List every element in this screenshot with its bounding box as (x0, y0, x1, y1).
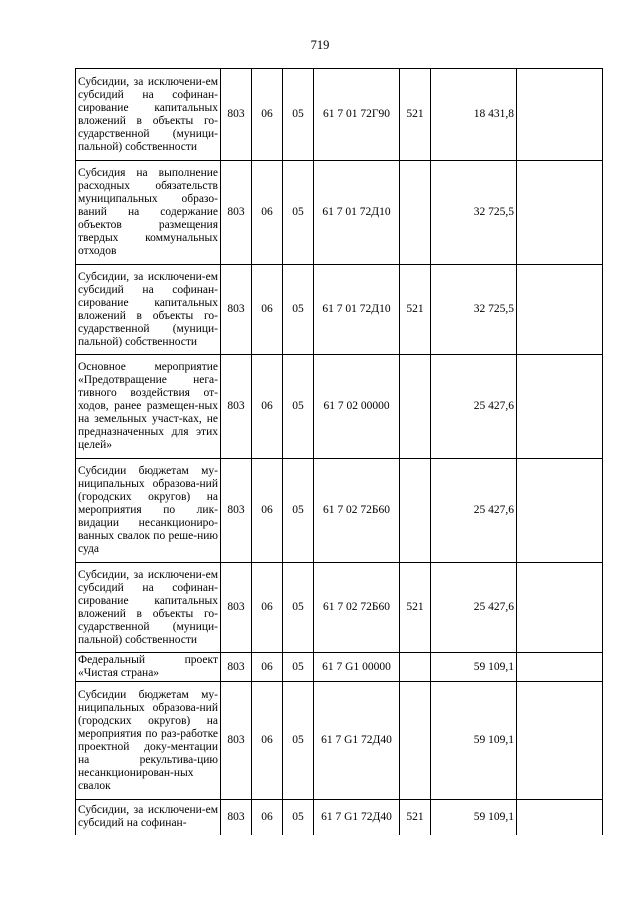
table-row (76, 161, 603, 265)
row-description: Субсидии, за исключени-ем субсидий на софинан- (76, 800, 221, 835)
expense-type-code (400, 459, 431, 563)
ministry-code: 803 (221, 653, 252, 682)
table-row (76, 682, 603, 800)
subsection-code: 05 (283, 459, 314, 563)
target-article-code: 61 7 02 72Б60 (314, 459, 400, 563)
target-article-code: 61 7 01 72Д10 (314, 265, 400, 355)
subsection-code: 05 (283, 161, 314, 265)
row-description: Субсидии, за исключени-ем субсидий на софинан-сирование капитальных вложений в объекты го-сударственной (муници-пальной) собственности (76, 265, 221, 355)
amount: 25 427,6 (431, 355, 517, 459)
row-description: Субсидии бюджетам му-ниципальных образова-ний (городских округов) на мероприятия по лик-видации несанкциониро-ванных свалок по реше-нию суда (76, 459, 221, 563)
expense-type-code: 521 (400, 265, 431, 355)
extra-cell (517, 355, 603, 459)
extra-cell (517, 265, 603, 355)
subsection-code: 05 (283, 69, 314, 161)
target-article-code: 61 7 G1 72Д40 (314, 682, 400, 800)
ministry-code: 803 (221, 459, 252, 563)
budget-table (75, 68, 603, 835)
row-description: Субсидии бюджетам му-ниципальных образова-ний (городских округов) на мероприятия по раз-работке проектной доку-ментации на рекультива-цию несанкционирован-ных свалок (76, 682, 221, 800)
ministry-code: 803 (221, 69, 252, 161)
extra-cell (517, 653, 603, 682)
ministry-code: 803 (221, 355, 252, 459)
expense-type-code: 521 (400, 69, 431, 161)
table-row (76, 653, 603, 682)
expense-type-code (400, 653, 431, 682)
table-row (76, 459, 603, 563)
section-code: 06 (252, 563, 283, 653)
table-row (76, 69, 603, 161)
expense-type-code (400, 355, 431, 459)
table-row (76, 800, 603, 835)
row-description: Субсидии, за исключени-ем субсидий на софинан-сирование капитальных вложений в объекты го-сударственной (муници-пальной) собственности (76, 563, 221, 653)
extra-cell (517, 69, 603, 161)
extra-cell (517, 563, 603, 653)
row-description: Субсидия на выполнение расходных обязательств муниципальных образо-ваний на содержание объектов размещения твердых коммунальных отходов (76, 161, 221, 265)
table-row (76, 355, 603, 459)
subsection-code: 05 (283, 653, 314, 682)
target-article-code: 61 7 G1 72Д40 (314, 800, 400, 835)
extra-cell (517, 682, 603, 800)
amount: 32 725,5 (431, 265, 517, 355)
subsection-code: 05 (283, 800, 314, 835)
target-article-code: 61 7 02 00000 (314, 355, 400, 459)
section-code: 06 (252, 69, 283, 161)
section-code: 06 (252, 459, 283, 563)
row-description: Федеральный проект «Чистая страна» (76, 653, 221, 682)
expense-type-code: 521 (400, 563, 431, 653)
amount: 59 109,1 (431, 653, 517, 682)
ministry-code: 803 (221, 265, 252, 355)
section-code: 06 (252, 800, 283, 835)
amount: 32 725,5 (431, 161, 517, 265)
row-description: Основное мероприятие «Предотвращение нега-тивного воздействия от-ходов, ранее размещен-ных на земельных участ-ках, не предназначенных для этих целей» (76, 355, 221, 459)
extra-cell (517, 800, 603, 835)
expense-type-code (400, 161, 431, 265)
amount: 25 427,6 (431, 459, 517, 563)
ministry-code: 803 (221, 563, 252, 653)
expense-type-code (400, 682, 431, 800)
subsection-code: 05 (283, 355, 314, 459)
table-row (76, 563, 603, 653)
expense-type-code: 521 (400, 800, 431, 835)
target-article-code: 61 7 01 72Д10 (314, 161, 400, 265)
table-row (76, 265, 603, 355)
extra-cell (517, 459, 603, 563)
row-description: Субсидии, за исключени-ем субсидий на софинан-сирование капитальных вложений в объекты го-сударственной (муници-пальной) собственности (76, 69, 221, 161)
section-code: 06 (252, 265, 283, 355)
ministry-code: 803 (221, 682, 252, 800)
amount: 59 109,1 (431, 800, 517, 835)
section-code: 06 (252, 355, 283, 459)
subsection-code: 05 (283, 682, 314, 800)
amount: 18 431,8 (431, 69, 517, 161)
subsection-code: 05 (283, 563, 314, 653)
amount: 59 109,1 (431, 682, 517, 800)
section-code: 06 (252, 161, 283, 265)
target-article-code: 61 7 01 72Г90 (314, 69, 400, 161)
section-code: 06 (252, 653, 283, 682)
page-number: 719 (310, 38, 330, 52)
target-article-code: 61 7 02 72Б60 (314, 563, 400, 653)
amount: 25 427,6 (431, 563, 517, 653)
section-code: 06 (252, 682, 283, 800)
subsection-code: 05 (283, 265, 314, 355)
ministry-code: 803 (221, 161, 252, 265)
ministry-code: 803 (221, 800, 252, 835)
extra-cell (517, 161, 603, 265)
target-article-code: 61 7 G1 00000 (314, 653, 400, 682)
